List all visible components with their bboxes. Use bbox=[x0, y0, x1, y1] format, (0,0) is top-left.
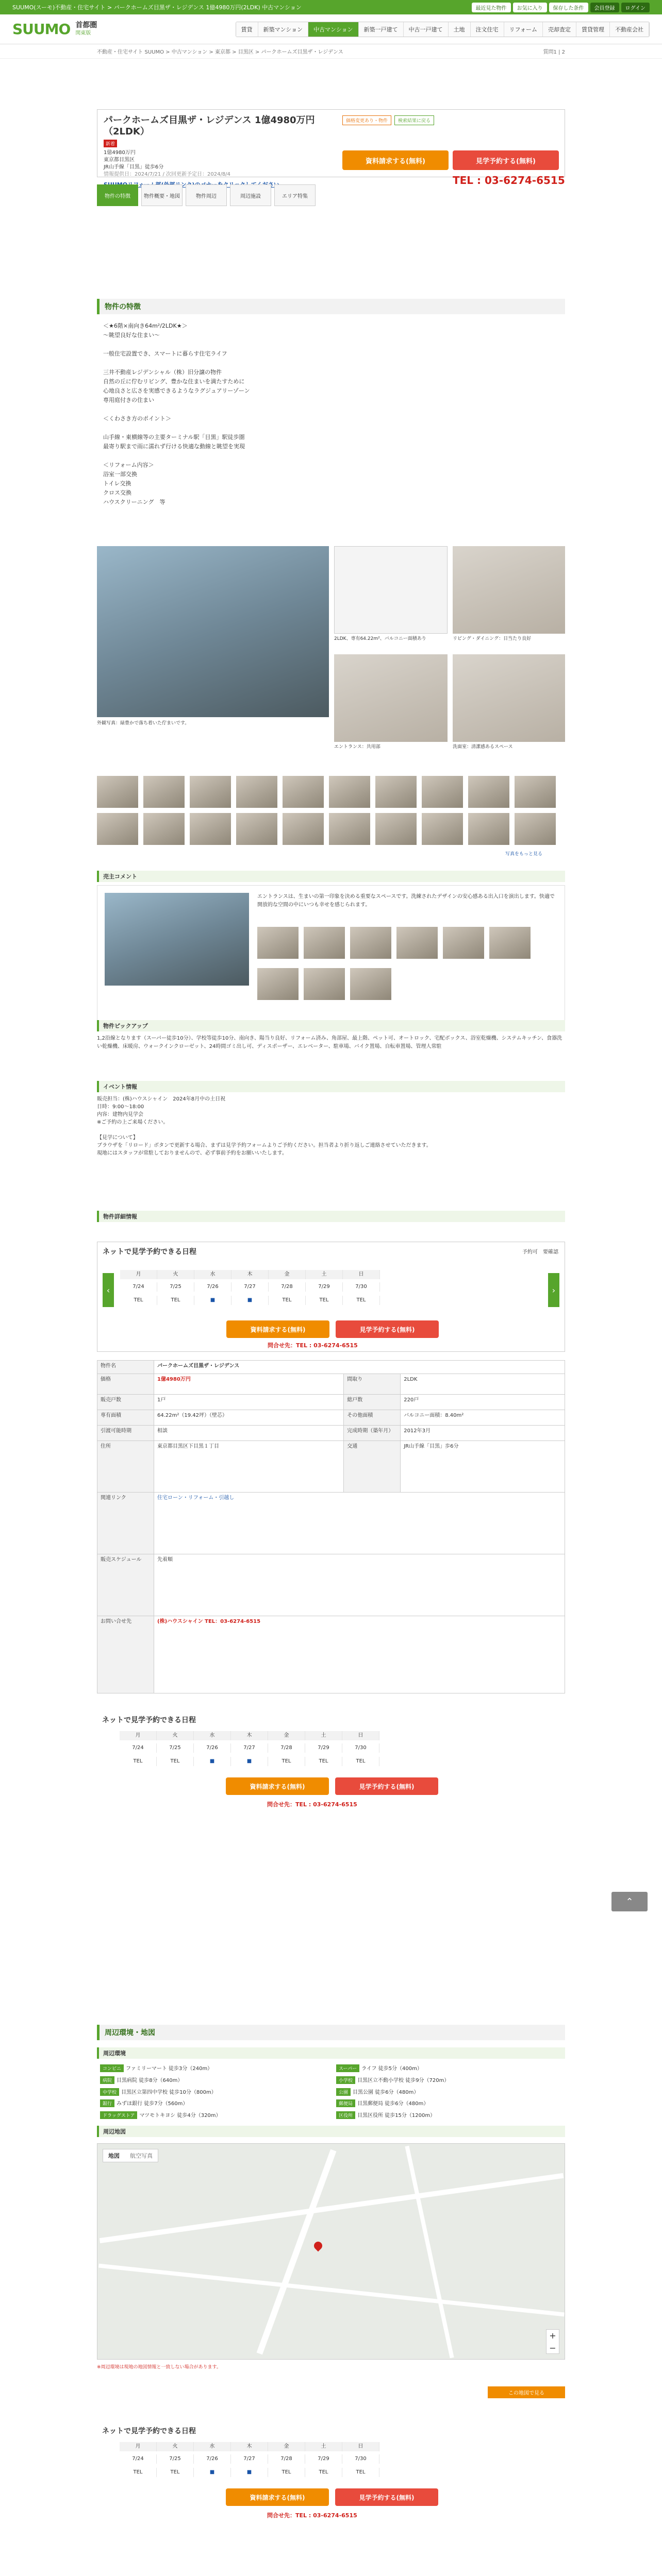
cal-slot[interactable]: TEL bbox=[157, 1757, 194, 1766]
cal-slot[interactable]: ■ bbox=[194, 1757, 231, 1766]
thumbnail[interactable] bbox=[515, 776, 556, 808]
thumbnail[interactable] bbox=[143, 813, 185, 845]
detail-value: 相談 bbox=[154, 1426, 344, 1441]
cal-date: 7/29 bbox=[305, 2454, 342, 2464]
surround-item bbox=[336, 2088, 562, 2097]
detail-key: お問い合せ先 bbox=[97, 1616, 154, 1693]
cal-date: 7/25 bbox=[157, 2454, 194, 2464]
washroom-caption: 洗面室：清潔感あるスペース bbox=[453, 744, 513, 750]
surround-item bbox=[100, 2076, 326, 2086]
title-box-wrap bbox=[97, 109, 565, 206]
facility-info: ファミリーマート 徒歩3分（240m） bbox=[126, 2066, 213, 2072]
entrance-photo[interactable] bbox=[334, 654, 448, 742]
tab-area[interactable]: エリア特集 bbox=[274, 184, 316, 206]
detail-value: 先着順 bbox=[154, 1554, 565, 1616]
cal-date: 7/29 bbox=[306, 1282, 343, 1292]
cal-date: 7/27 bbox=[231, 2454, 268, 2464]
features-section bbox=[97, 299, 565, 551]
cal-slot[interactable]: TEL bbox=[306, 1296, 343, 1305]
detail-table bbox=[97, 1360, 565, 1693]
facility-info: 目黒区役所 徒歩15分（1200m） bbox=[357, 2113, 436, 2119]
comment-thumb[interactable] bbox=[350, 968, 391, 1000]
back-to-results-link[interactable]: 検索結果に戻る bbox=[394, 115, 434, 125]
comment-thumb[interactable] bbox=[350, 927, 391, 959]
nav-item[interactable]: 賃貸 bbox=[236, 22, 258, 37]
facility-info: 目黒区立不動小学校 徒歩9分（720m） bbox=[357, 2077, 450, 2083]
cal-request-button[interactable]: 資料請求する(無料) bbox=[226, 1777, 329, 1795]
saved-button[interactable]: 保存した条件 bbox=[549, 3, 588, 12]
facility-type: 郵便局 bbox=[336, 2099, 355, 2107]
map-note-wrap bbox=[97, 2364, 565, 2398]
plan-caption: 2LDK、専有64.22m²、バルコニー面積あり bbox=[334, 636, 426, 641]
prev-week-arrow[interactable]: ‹ bbox=[103, 1273, 114, 1307]
cal-date: 7/26 bbox=[194, 2454, 231, 2464]
cal-day: 金 bbox=[268, 2442, 305, 2451]
map-note: ※周辺環境は現地の地図情報と一致しない場合があります。 bbox=[97, 2365, 221, 2370]
cal-slot[interactable]: TEL bbox=[342, 2468, 379, 2477]
nav-item[interactable]: リフォーム bbox=[504, 22, 543, 37]
cal-tel: 問合せ先：TEL : 03-6274-6515 bbox=[268, 1342, 358, 1349]
cal-date: 7/26 bbox=[194, 1743, 231, 1753]
cal-tel: 問合せ先：TEL : 03-6274-6515 bbox=[267, 1801, 357, 1808]
global-nav bbox=[236, 22, 650, 37]
thumbnail[interactable] bbox=[97, 813, 138, 845]
map-road bbox=[257, 2149, 337, 2355]
tab-facilities[interactable]: 周辺施設 bbox=[230, 184, 271, 206]
detail-key: その他面積 bbox=[344, 1410, 401, 1426]
surround-item bbox=[336, 2064, 562, 2074]
detail-key: 関連リンク bbox=[97, 1493, 154, 1554]
facility-type: 小学校 bbox=[336, 2076, 355, 2084]
detail-key: 専有面積 bbox=[97, 1410, 154, 1426]
detail-key: 間取り bbox=[344, 1374, 401, 1395]
cal-date: 7/28 bbox=[268, 2454, 305, 2464]
phone-number: TEL : 03-6274-6515 bbox=[453, 174, 565, 187]
tab-features[interactable]: 物件の特徴 bbox=[97, 184, 138, 206]
nav-item[interactable]: 新築マンション bbox=[258, 22, 309, 37]
cal-slot[interactable]: ■ bbox=[231, 1296, 269, 1305]
map-type-toggle bbox=[103, 2149, 158, 2162]
comment-thumb[interactable] bbox=[257, 927, 299, 959]
access-line: JR山手線「目黒」徒歩6分 bbox=[104, 164, 164, 170]
surround-item bbox=[100, 2064, 326, 2074]
comment-thumb[interactable] bbox=[443, 927, 484, 959]
visit-calendar-3 bbox=[97, 2421, 565, 2532]
thumbnail[interactable] bbox=[97, 776, 138, 808]
cal-visit-button[interactable]: 見学予約する(無料) bbox=[335, 2488, 438, 2506]
facility-type: 区役所 bbox=[336, 2111, 355, 2119]
comment-box bbox=[97, 885, 565, 1024]
cal-slot[interactable]: ■ bbox=[194, 1296, 231, 1305]
comment-heading: 売主コメント bbox=[97, 871, 565, 882]
cal-day: 日 bbox=[342, 1731, 379, 1740]
page-top-button[interactable]: ⌃ bbox=[611, 1892, 648, 1911]
thumbnail[interactable] bbox=[468, 813, 509, 845]
pickup-text: 1,2沿線となります（スーパー徒歩10分）、学校等徒歩10分、南向き、陽当り良好、リフォーム済み、角部屋、最上階、ペット可、オートロック、宅配ボックス、浴室乾燥機、システムキッチン、食器洗い乾燥機、床暖房、ウォークインクローゼット、24時間ゴミ出し可、ディスポーザー、エレベーター、駐車場、バイク置場、自転車置場、管理人常駐 bbox=[97, 1036, 562, 1049]
cal-slot[interactable]: ■ bbox=[231, 1757, 268, 1766]
cal-day: 金 bbox=[269, 1270, 306, 1279]
event-heading: イベント情報 bbox=[97, 1081, 565, 1092]
visit-calendar bbox=[97, 1242, 565, 1352]
detail-tabs bbox=[97, 184, 565, 206]
facility-info: 目黒病院 徒歩8分（640m） bbox=[117, 2077, 183, 2083]
calendar-title: ネットで見学予約できる日程 bbox=[102, 1716, 196, 1724]
entrance-caption: エントランス：共用部 bbox=[334, 744, 380, 750]
detail-key: 販売戸数 bbox=[97, 1395, 154, 1410]
detail-value: パークホームズ目黒ザ・レジデンス bbox=[154, 1361, 565, 1374]
cal-slot[interactable]: TEL bbox=[157, 1296, 194, 1305]
thumbnail[interactable] bbox=[375, 776, 417, 808]
cal-date: 7/30 bbox=[342, 1743, 379, 1753]
surround-item bbox=[100, 2088, 326, 2097]
living-caption: リビング・ダイニング：日当たり良好 bbox=[453, 636, 532, 641]
detail-value: 220戸 bbox=[401, 1395, 565, 1410]
comment-text: エントランスは、生まいの第一印象を決める重要なスペースです。洗練されたデザインの安心感ある出入口を演出します。快適で開放的な空間の中にいつも幸せを感じられます。 bbox=[257, 894, 555, 908]
nav-item[interactable]: 新築一戸建て bbox=[359, 22, 404, 37]
thumbnail[interactable] bbox=[422, 776, 463, 808]
cal-day: 月 bbox=[120, 1270, 157, 1279]
surround-item bbox=[100, 2099, 326, 2109]
cal-day: 月 bbox=[120, 2442, 157, 2451]
surround-item bbox=[336, 2076, 562, 2086]
region-sub[interactable]: 関東版 bbox=[75, 30, 91, 36]
register-button[interactable]: 会員登録 bbox=[590, 3, 619, 12]
facility-type: コンビニ bbox=[100, 2064, 124, 2072]
tab-surroundings[interactable]: 物件周辺 bbox=[186, 184, 227, 206]
living-photo[interactable] bbox=[453, 546, 565, 634]
cal-date: 7/28 bbox=[269, 1282, 306, 1292]
cal-day: 月 bbox=[120, 1731, 157, 1740]
cal-visit-button[interactable]: 見学予約する(無料) bbox=[336, 1320, 439, 1338]
cal-slot[interactable]: TEL bbox=[268, 2468, 305, 2477]
surround-item bbox=[100, 2111, 326, 2121]
cal-slot[interactable]: TEL bbox=[268, 1757, 305, 1766]
cal-date: 7/27 bbox=[231, 1743, 268, 1753]
tab-overview-map[interactable]: 物件概要・地図 bbox=[141, 184, 183, 206]
cal-day: 日 bbox=[343, 1270, 380, 1279]
property-title: パークホームズ目黒ザ・レジデンス 1億4980万円（2LDK） bbox=[104, 115, 315, 137]
pickup-heading: 物件ピックアップ bbox=[97, 1020, 565, 1031]
detail-heading: 物件詳細情報 bbox=[97, 1211, 565, 1222]
related-links[interactable]: 住宅ローン・リフォーム・引越し bbox=[154, 1493, 565, 1554]
visit-reservation-button[interactable]: 見学予約する(無料) bbox=[453, 150, 559, 170]
cal-request-button[interactable]: 資料請求する(無料) bbox=[226, 2488, 329, 2506]
cal-day: 水 bbox=[194, 1270, 231, 1279]
cal-date: 7/28 bbox=[268, 1743, 305, 1753]
cal-visit-button[interactable]: 見学予約する(無料) bbox=[335, 1777, 438, 1795]
cal-day: 金 bbox=[268, 1731, 305, 1740]
property-pin-icon[interactable] bbox=[312, 2240, 324, 2252]
detail-value: バルコニー面積：8.40m² bbox=[401, 1410, 565, 1426]
zoom-controls[interactable]: + − bbox=[546, 2329, 559, 2354]
detail-value: 2LDK bbox=[401, 1374, 565, 1395]
cal-tel: 問合せ先：TEL : 03-6274-6515 bbox=[267, 2512, 357, 2519]
facility-info: 目黒区立第四中学校 徒歩10分（800m） bbox=[121, 2089, 217, 2095]
cal-slot[interactable]: ■ bbox=[231, 2468, 268, 2477]
nav-item[interactable]: 賃貸管理 bbox=[576, 22, 610, 37]
surround-item bbox=[336, 2099, 562, 2109]
comment-thumb[interactable] bbox=[396, 927, 438, 959]
section-features-heading: 物件の特徴 bbox=[97, 299, 565, 314]
title-box bbox=[97, 109, 565, 187]
thumbnail[interactable] bbox=[375, 813, 417, 845]
breadcrumb bbox=[0, 44, 662, 59]
cal-date: 7/24 bbox=[120, 1743, 157, 1753]
price-change-badge: 価格変更あり・物件 bbox=[342, 115, 391, 125]
calendar-title: ネットで見学予約できる日程 bbox=[103, 1248, 196, 1256]
surround-section bbox=[97, 2025, 565, 2137]
detail-key: 交通 bbox=[344, 1441, 401, 1493]
facility-type: ドラッグストア bbox=[100, 2111, 137, 2119]
cal-slot[interactable]: TEL bbox=[120, 1296, 157, 1305]
top-bar-text: SUUMO(スーモ)不動産・住宅サイト > パークホームズ目黒ザ・レジデンス 1億4980万円(2LDK) 中古マンション bbox=[12, 4, 302, 11]
new-badge: 新着 bbox=[104, 140, 117, 147]
features-text: ＜★6階×南向き64m²/2LDK★＞ ～眺望良好な住まい～ 一般住宅設置でき、スマートに暮らす住宅ライフ 三井不動産レジデンシャル（株）旧分譲の物件 自然の丘に佇むリビング、豊かな住まいを満たすために 心地良さと広さを実感できるようなラグジュアリーゾーン 専用庭付きの住まい ＜くわさき方のポイント＞ 山手線・東横線等の主要ターミナル駅「目黒」駅徒歩圏 最寄り駅まで雨に濡れず行ける快適な動線と眺望を実現 ＜リフォーム内容＞ 浴室一部交換 トイレ交換 クロス交換 ハウスクリーニング 等 bbox=[103, 323, 250, 505]
cal-slot[interactable]: TEL bbox=[305, 1757, 342, 1766]
detail-key: 住所 bbox=[97, 1441, 154, 1493]
cal-slot[interactable]: TEL bbox=[120, 1757, 157, 1766]
cal-day: 火 bbox=[157, 1270, 194, 1279]
cal-date: 7/26 bbox=[194, 1282, 231, 1292]
main-photo[interactable] bbox=[97, 546, 329, 717]
cal-day: 土 bbox=[305, 2442, 342, 2451]
thumbnail[interactable] bbox=[329, 813, 370, 845]
view-map-button[interactable]: この地図で見る bbox=[488, 2386, 565, 2398]
thumbnail[interactable] bbox=[515, 813, 556, 845]
cal-date: 7/29 bbox=[305, 1743, 342, 1753]
calendar-legend bbox=[522, 1247, 558, 1255]
facility-info: みずほ銀行 徒歩7分（560m） bbox=[117, 2101, 188, 2107]
detail-key: 物件名 bbox=[97, 1361, 154, 1374]
cal-slot[interactable]: TEL bbox=[120, 2468, 157, 2477]
legend-confirm: 要確認 bbox=[543, 1249, 558, 1255]
thumbnail[interactable] bbox=[283, 776, 324, 808]
region-name: 首都圏 bbox=[75, 21, 97, 29]
facility-type: 公園 bbox=[336, 2088, 351, 2096]
favorites-button[interactable]: お気に入り bbox=[513, 3, 547, 12]
event-text: 販売担当：(株)ハウスシャイン 2024年8月中の土日祝 日時：9:00～18:00 内容：建物内見学会 ※ご予約の上ご来場ください。 【見学について】 ブラウザを「リロード」ボタンで更新する場合、まずは見学予約フォームよりご予約ください。担当者より折り返しご連絡させていただきます。 現地にはスタッフが常駐しておりませんので、必ず事前予約をお願いいたします。 bbox=[97, 1096, 432, 1156]
comment-thumb[interactable] bbox=[304, 927, 345, 959]
comment-photo[interactable] bbox=[105, 893, 249, 986]
cal-day: 木 bbox=[231, 2442, 268, 2451]
visit-calendar-2 bbox=[97, 1710, 565, 1821]
cal-slot[interactable]: TEL bbox=[342, 1757, 379, 1766]
surround-sub-heading: 周辺環境 bbox=[97, 2047, 565, 2059]
cal-day: 水 bbox=[194, 2442, 231, 2451]
facility-type: 銀行 bbox=[100, 2099, 114, 2107]
map-road bbox=[100, 2173, 564, 2243]
more-photos-link[interactable]: 写真をもっと見る bbox=[505, 852, 543, 857]
thumbnail[interactable] bbox=[143, 776, 185, 808]
top-bar bbox=[0, 0, 662, 14]
detail-key: 価格 bbox=[97, 1374, 154, 1395]
cal-date: 7/27 bbox=[231, 1282, 269, 1292]
detail-value: 64.22m²（19.42坪）（壁芯） bbox=[154, 1410, 344, 1426]
pickup-section bbox=[97, 1020, 565, 1222]
cal-day: 木 bbox=[231, 1270, 269, 1279]
facility-info: マツモトキヨシ 徒歩4分（320m） bbox=[139, 2113, 221, 2119]
breadcrumb-right[interactable]: 質問1 | 2 bbox=[543, 49, 565, 55]
thumbnail[interactable] bbox=[283, 813, 324, 845]
cal-day: 火 bbox=[157, 2442, 194, 2451]
legend-available: 予約可 bbox=[522, 1249, 538, 1255]
detail-value: JR山手線「目黒」歩6分 bbox=[401, 1441, 565, 1493]
cal-date: 7/25 bbox=[157, 1282, 194, 1292]
contact-value: (株)ハウスシャイン TEL：03-6274-6515 bbox=[154, 1616, 565, 1693]
recent-button[interactable]: 最近見た物件 bbox=[472, 3, 511, 12]
calendar-1 bbox=[97, 1242, 565, 1352]
detail-value: 1億4980万円 bbox=[154, 1374, 344, 1395]
comment-section bbox=[97, 871, 565, 1024]
calendar-2 bbox=[97, 1710, 565, 1821]
calendar-3 bbox=[97, 2421, 565, 2532]
cal-date: 7/24 bbox=[120, 2454, 157, 2464]
detail-key: 引渡可能時期 bbox=[97, 1426, 154, 1441]
facility-info: 目黒郵便局 徒歩6分（480m） bbox=[357, 2101, 429, 2107]
nav-item[interactable]: 不動産会社 bbox=[610, 22, 649, 37]
detail-value: 1戸 bbox=[154, 1395, 344, 1410]
comment-thumb[interactable] bbox=[489, 927, 531, 959]
cal-day: 木 bbox=[231, 1731, 268, 1740]
map-heading: 周辺地図 bbox=[97, 2126, 565, 2137]
cal-date: 7/24 bbox=[120, 1282, 157, 1292]
surround-item bbox=[336, 2111, 562, 2121]
map-road bbox=[405, 2146, 454, 2358]
surround-list bbox=[97, 2059, 565, 2126]
map-tab[interactable]: 地図 bbox=[108, 2153, 120, 2159]
cal-slot[interactable]: TEL bbox=[343, 1296, 380, 1305]
thumbnail[interactable] bbox=[190, 813, 231, 845]
cal-slot[interactable]: TEL bbox=[157, 2468, 194, 2477]
detail-value: 東京都目黒区下目黒１丁目 bbox=[154, 1441, 344, 1493]
region-label bbox=[75, 21, 97, 38]
info-date: 情報提供日：2024/7/21 / 次回更新予定日：2024/8/4 bbox=[104, 172, 230, 177]
calendar-title: ネットで見学予約できる日程 bbox=[102, 2427, 196, 2435]
washroom-photo[interactable] bbox=[453, 654, 565, 742]
detail-table-wrap bbox=[97, 1360, 565, 1693]
thumbnail[interactable] bbox=[236, 813, 277, 845]
facility-info: ライフ 徒歩5分（400m） bbox=[361, 2066, 422, 2072]
suumo-logo[interactable]: SUUMO bbox=[12, 21, 71, 38]
location-line: 東京都目黒区 bbox=[104, 157, 135, 163]
cal-request-button[interactable]: 資料請求する(無料) bbox=[226, 1320, 329, 1338]
map-road bbox=[98, 2264, 565, 2317]
thumbnail[interactable] bbox=[190, 776, 231, 808]
cal-day: 土 bbox=[306, 1270, 343, 1279]
cal-date: 7/30 bbox=[342, 2454, 379, 2464]
login-button[interactable]: ログイン bbox=[621, 3, 650, 12]
request-docs-button[interactable]: 資料請求する(無料) bbox=[342, 150, 449, 170]
surround-heading: 周辺環境・地図 bbox=[97, 2025, 565, 2040]
comment-thumb[interactable] bbox=[257, 968, 299, 1000]
nav-item[interactable]: 中古一戸建て bbox=[404, 22, 449, 37]
thumbnail[interactable] bbox=[422, 813, 463, 845]
site-header bbox=[0, 14, 662, 44]
comment-thumb[interactable] bbox=[304, 968, 345, 1000]
cal-day: 水 bbox=[194, 1731, 231, 1740]
cal-date: 7/30 bbox=[343, 1282, 380, 1292]
breadcrumb-links[interactable]: 不動産・住宅サイト SUUMO > 中古マンション > 東京都 > 目黒区 > パークホームズ目黒ザ・レジデンス bbox=[97, 49, 343, 55]
thumbnail[interactable] bbox=[236, 776, 277, 808]
nav-item[interactable]: 土地 bbox=[449, 22, 471, 37]
photo-caption: 外観写真：緑豊かで落ち着いた佇まいです。 bbox=[97, 721, 190, 726]
nav-item[interactable]: 注文住宅 bbox=[471, 22, 504, 37]
floor-plan-image[interactable] bbox=[334, 546, 448, 634]
detail-key: 販売スケジュール bbox=[97, 1554, 154, 1616]
cal-slot[interactable]: TEL bbox=[305, 2468, 342, 2477]
thumbnail[interactable] bbox=[468, 776, 509, 808]
facility-type: 中学校 bbox=[100, 2088, 119, 2096]
detail-key: 完成時期（築年月） bbox=[344, 1426, 401, 1441]
cal-day: 火 bbox=[157, 1731, 194, 1740]
facility-info: 目黒公園 徒歩6分（480m） bbox=[353, 2089, 419, 2095]
nav-item-active[interactable]: 中古マンション bbox=[308, 22, 359, 37]
cal-slot[interactable]: TEL bbox=[269, 1296, 306, 1305]
cal-date: 7/25 bbox=[157, 1743, 194, 1753]
detail-value: 2012年3月 bbox=[401, 1426, 565, 1441]
next-week-arrow[interactable]: › bbox=[548, 1273, 559, 1307]
cal-slot[interactable]: ■ bbox=[194, 2468, 231, 2477]
facility-type: スーパー bbox=[336, 2064, 359, 2072]
facility-type: 病院 bbox=[100, 2076, 114, 2084]
thumbnail[interactable] bbox=[329, 776, 370, 808]
nav-item[interactable]: 売却査定 bbox=[543, 22, 576, 37]
aerial-tab[interactable]: 航空写真 bbox=[130, 2153, 153, 2159]
cal-day: 日 bbox=[342, 2442, 379, 2451]
cal-day: 土 bbox=[305, 1731, 342, 1740]
area-map[interactable] bbox=[97, 2143, 565, 2360]
detail-key: 総戸数 bbox=[344, 1395, 401, 1410]
price-line: 1億4980万円 bbox=[104, 150, 136, 156]
